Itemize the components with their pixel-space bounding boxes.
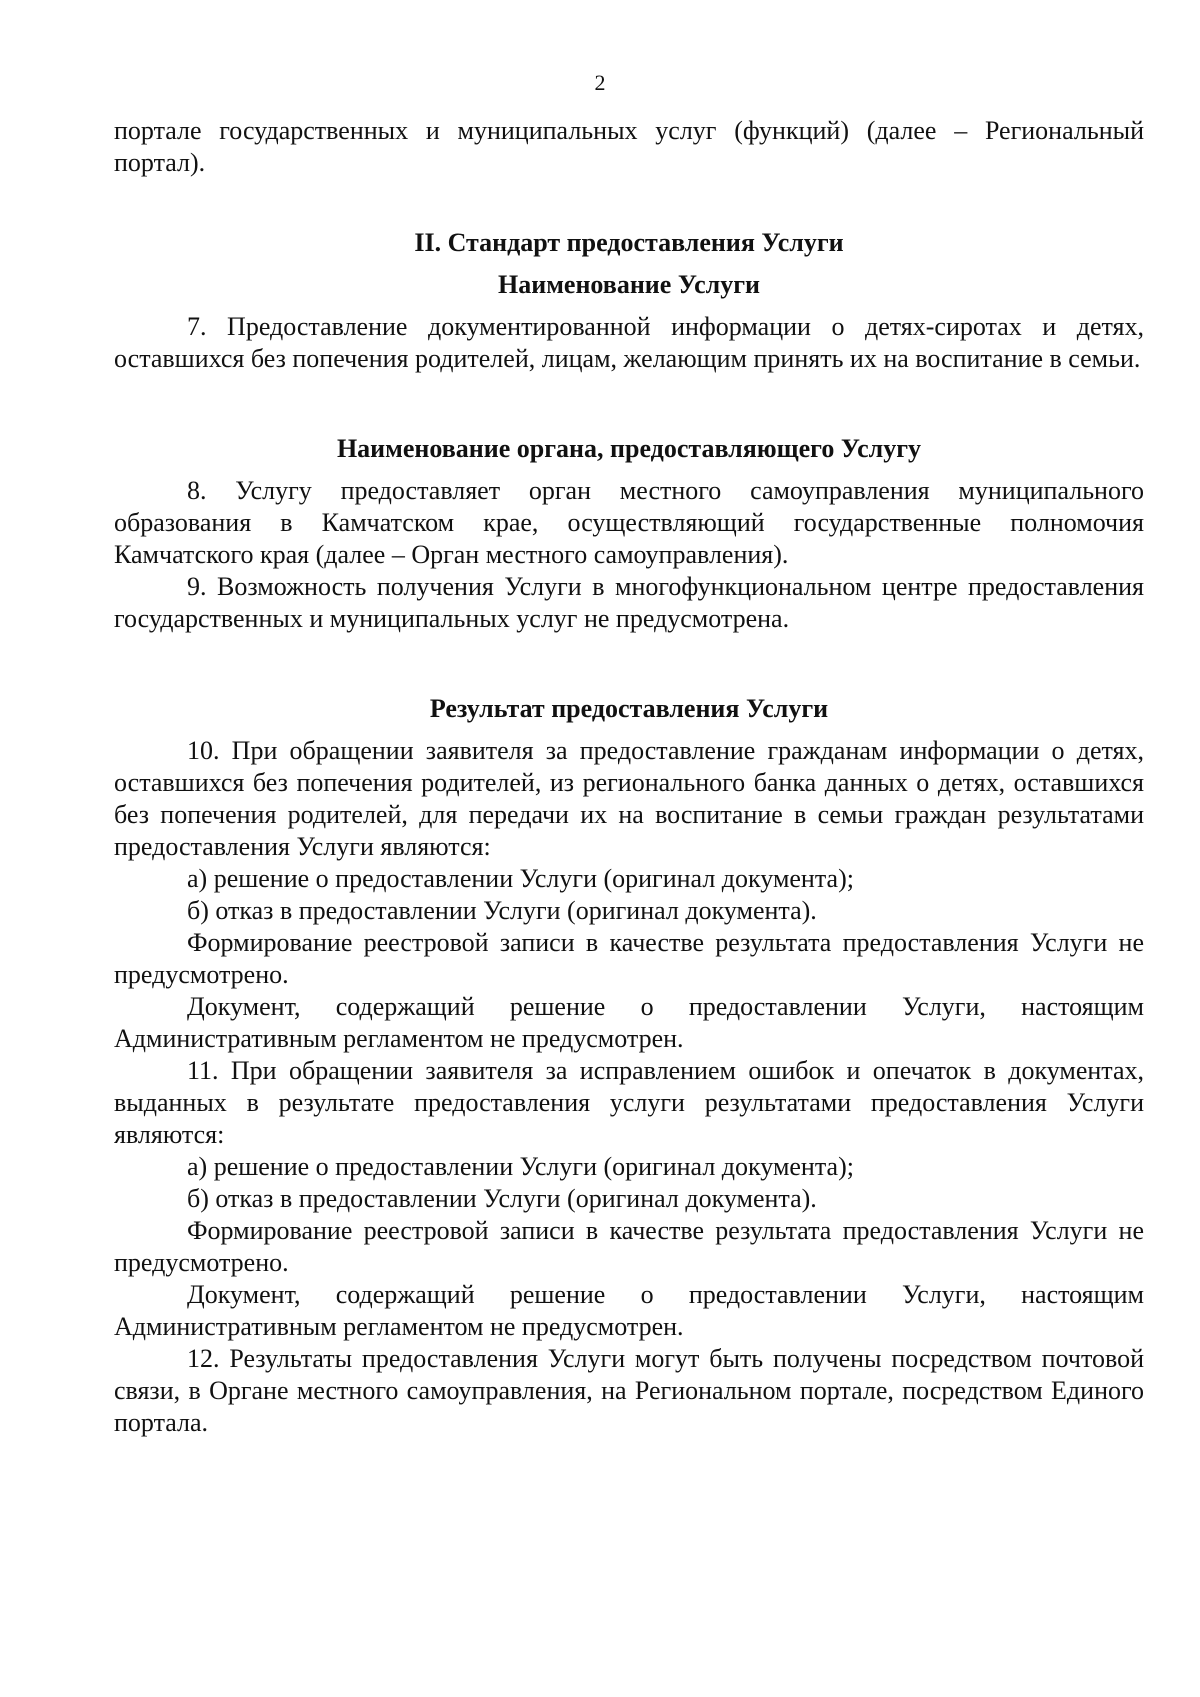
paragraph-11-document: Документ, содержащий решение о предоставлении Услуги, настоящим Административным регламентом не предусмотрен. bbox=[114, 1280, 1144, 1341]
section-title: II. Стандарт предоставления Услуги bbox=[414, 228, 844, 257]
paragraph-10-registry: Формирование реестровой записи в качестве результата предоставления Услуги не предусмотрено. bbox=[114, 928, 1144, 989]
document-body bbox=[114, 115, 1144, 1439]
paragraph-7: 7. Предоставление документированной информации о детях-сиротах и детях, оставшихся без попечения родителей, лицам, желающим принять их на воспитание в семьи. bbox=[114, 312, 1144, 373]
paragraph-9: 9. Возможность получения Услуги в многофункциональном центре предоставления государственных и муниципальных услуг не предусмотрена. bbox=[114, 572, 1144, 633]
paragraph-8: 8. Услугу предоставляет орган местного самоуправления муниципального образования в Камчатском крае, осуществляющий государственные полномочия Камчатского края (далее – Орган местного самоуправления). bbox=[114, 476, 1144, 569]
paragraph-11: 11. При обращении заявителя за исправлением ошибок и опечаток в документах, выданных в результате предоставления услуги результатами предоставления Услуги являются: bbox=[114, 1056, 1144, 1149]
paragraph-10: 10. При обращении заявителя за предоставление гражданам информации о детях, оставшихся без попечения родителей, из регионального банка данных о детях, оставшихся без попечения родителей, для передачи их на воспитание в семьи граждан результатами предоставления Услуги являются: bbox=[114, 736, 1144, 861]
paragraph-11-registry: Формирование реестровой записи в качестве результата предоставления Услуги не предусмотрено. bbox=[114, 1216, 1144, 1277]
list-item-11b: б) отказ в предоставлении Услуги (оригинал документа). bbox=[187, 1184, 817, 1213]
list-item-10b: б) отказ в предоставлении Услуги (оригинал документа). bbox=[187, 896, 817, 925]
page-number: 2 bbox=[594, 70, 606, 95]
subsection-heading-result: Результат предоставления Услуги bbox=[429, 694, 829, 723]
paragraph-10-document: Документ, содержащий решение о предоставлении Услуги, настоящим Административным регламентом не предусмотрен. bbox=[114, 992, 1144, 1053]
list-item-11a: а) решение о предоставлении Услуги (оригинал документа); bbox=[187, 1152, 854, 1181]
subsection-heading-service-name: Наименование Услуги bbox=[497, 270, 761, 299]
list-item-10a: а) решение о предоставлении Услуги (оригинал документа); bbox=[187, 864, 854, 893]
intro-paragraph: портале государственных и муниципальных услуг (функций) (далее – Региональный портал). bbox=[114, 116, 1144, 177]
subsection-heading-authority: Наименование органа, предоставляющего Услугу bbox=[336, 434, 922, 463]
paragraph-12: 12. Результаты предоставления Услуги могут быть получены посредством почтовой связи, в Органе местного самоуправления, на Региональном портале, посредством Единого портала. bbox=[114, 1344, 1144, 1437]
